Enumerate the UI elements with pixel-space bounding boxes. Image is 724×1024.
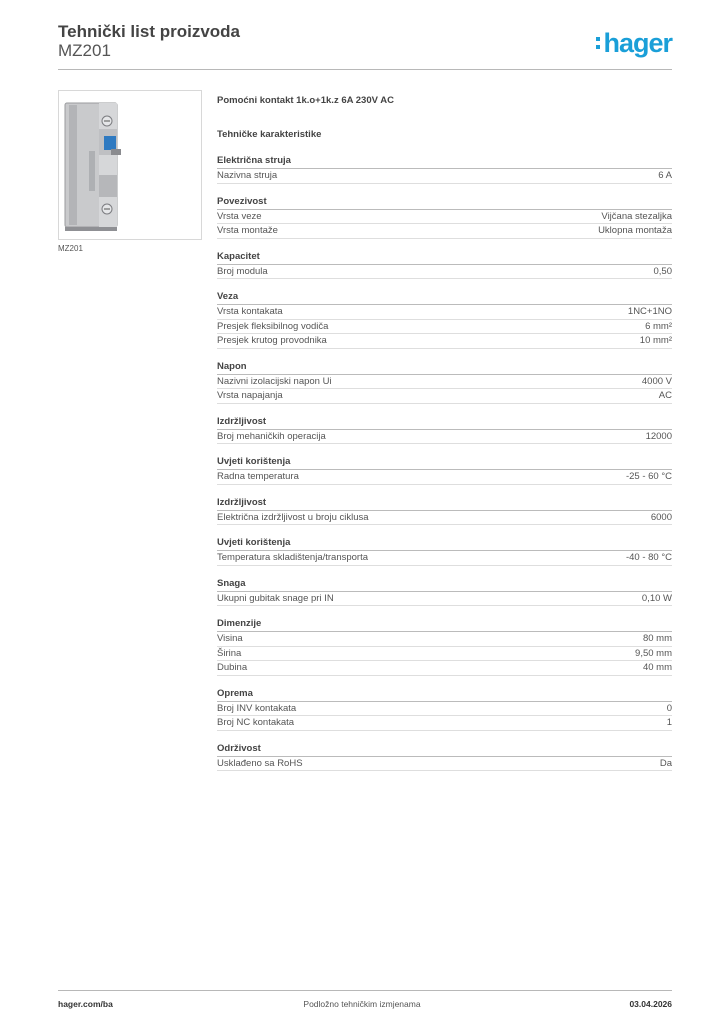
spec-group bbox=[217, 251, 672, 280]
spec-group bbox=[217, 196, 672, 239]
spec-group bbox=[217, 688, 672, 731]
spec-value: -25 - 60 °C bbox=[625, 471, 672, 482]
spec-group-title: Veza bbox=[217, 291, 672, 305]
spec-group bbox=[217, 291, 672, 349]
spec-label: Broj modula bbox=[217, 265, 268, 277]
spec-value: 1NC+1NO bbox=[627, 306, 672, 317]
logo-text: hager bbox=[603, 28, 672, 58]
spec-row bbox=[217, 716, 672, 731]
product-description: Pomoćni kontakt 1k.o+1k.z 6A 230V AC bbox=[217, 95, 394, 106]
spec-value: 9,50 mm bbox=[635, 647, 672, 659]
spec-value: 80 mm bbox=[642, 633, 672, 644]
spec-group bbox=[217, 456, 672, 485]
document-title: Tehnički list proizvoda bbox=[58, 22, 240, 41]
spec-value: -40 - 80 °C bbox=[625, 552, 672, 563]
spec-label: Broj NC kontakata bbox=[217, 717, 295, 728]
spec-value: 0,50 bbox=[653, 265, 672, 277]
page-header bbox=[58, 20, 672, 70]
document-subtitle: MZ201 bbox=[58, 41, 111, 60]
spec-value: 40 mm bbox=[642, 662, 672, 673]
spec-row bbox=[217, 661, 672, 676]
spec-group-title: Snaga bbox=[217, 578, 672, 592]
circuit-breaker-auxiliary-contact-image bbox=[59, 91, 201, 239]
spec-group-title: Napon bbox=[217, 361, 672, 375]
spec-value: 6 A bbox=[658, 170, 672, 181]
spec-label: Širina bbox=[217, 647, 242, 659]
spec-groups bbox=[217, 155, 672, 771]
spec-value: 4000 V bbox=[641, 375, 672, 387]
spec-group bbox=[217, 618, 672, 676]
specifications bbox=[217, 95, 672, 771]
spec-value: 12000 bbox=[645, 430, 672, 442]
spec-group bbox=[217, 537, 672, 566]
spec-group bbox=[217, 416, 672, 445]
spec-label: Presjek krutog provodnika bbox=[217, 335, 327, 346]
spec-group bbox=[217, 497, 672, 526]
spec-row bbox=[217, 470, 672, 485]
spec-value: Vijčana stezaljka bbox=[601, 210, 672, 222]
spec-value: 6 mm² bbox=[645, 320, 672, 332]
spec-value: Uklopna montaža bbox=[598, 225, 672, 236]
spec-row bbox=[217, 375, 672, 390]
spec-label: Ukupni gubitak snage pri IN bbox=[217, 592, 334, 604]
product-image bbox=[58, 90, 202, 240]
image-caption: MZ201 bbox=[58, 244, 83, 253]
spec-group-title: Izdržljivost bbox=[217, 497, 672, 511]
spec-row bbox=[217, 305, 672, 320]
spec-row bbox=[217, 511, 672, 526]
spec-row bbox=[217, 632, 672, 647]
spec-row bbox=[217, 320, 672, 335]
spec-value: 6000 bbox=[650, 511, 672, 523]
spec-value: 0,10 W bbox=[641, 592, 672, 604]
spec-row bbox=[217, 389, 672, 404]
spec-label: Temperatura skladištenja/transporta bbox=[217, 552, 369, 563]
spec-row bbox=[217, 647, 672, 662]
spec-label: Vrsta kontakata bbox=[217, 306, 283, 317]
spec-value: Da bbox=[659, 757, 672, 769]
spec-row bbox=[217, 169, 672, 184]
spec-row bbox=[217, 210, 672, 225]
spec-row bbox=[217, 757, 672, 772]
spec-group bbox=[217, 361, 672, 404]
spec-label: Radna temperatura bbox=[217, 471, 299, 482]
logo-colon-icon bbox=[596, 34, 601, 51]
spec-label: Nazivni izolacijski napon Ui bbox=[217, 375, 332, 387]
footer-date: 03.04.2026 bbox=[629, 999, 672, 1009]
spec-group-title: Električna struja bbox=[217, 155, 672, 169]
spec-row bbox=[217, 551, 672, 566]
spec-group-title: Kapacitet bbox=[217, 251, 672, 265]
spec-row bbox=[217, 592, 672, 607]
spec-group-title: Uvjeti korištenja bbox=[217, 537, 672, 551]
spec-row bbox=[217, 702, 672, 717]
spec-label: Usklađeno sa RoHS bbox=[217, 757, 303, 769]
spec-group-title: Uvjeti korištenja bbox=[217, 456, 672, 470]
spec-value: 1 bbox=[666, 717, 672, 728]
spec-row bbox=[217, 224, 672, 239]
footer-note: Podložno tehničkim izmjenama bbox=[303, 999, 421, 1009]
spec-value: 0 bbox=[666, 702, 672, 714]
spec-group-title: Dimenzije bbox=[217, 618, 672, 632]
spec-label: Vrsta veze bbox=[217, 210, 262, 222]
spec-value: AC bbox=[658, 390, 672, 401]
spec-row bbox=[217, 334, 672, 349]
hager-logo bbox=[596, 28, 672, 59]
spec-group-title: Povezivost bbox=[217, 196, 672, 210]
spec-label: Električna izdržljivost u broju ciklusa bbox=[217, 511, 369, 523]
section-heading: Tehničke karakteristike bbox=[217, 129, 322, 140]
spec-label: Vrsta montaže bbox=[217, 225, 278, 236]
spec-label: Vrsta napajanja bbox=[217, 390, 283, 401]
spec-group bbox=[217, 743, 672, 772]
spec-group bbox=[217, 578, 672, 607]
spec-row bbox=[217, 430, 672, 445]
spec-label: Visina bbox=[217, 633, 243, 644]
spec-group-title: Izdržljivost bbox=[217, 416, 672, 430]
spec-group-title: Oprema bbox=[217, 688, 672, 702]
spec-label: Dubina bbox=[217, 662, 248, 673]
spec-label: Nazivna struja bbox=[217, 170, 278, 181]
footer-website[interactable]: hager.com/ba bbox=[58, 999, 113, 1009]
spec-group-title: Održivost bbox=[217, 743, 672, 757]
footer-divider bbox=[58, 990, 672, 991]
header-divider bbox=[58, 69, 672, 70]
spec-label: Presjek fleksibilnog vodiča bbox=[217, 320, 329, 332]
spec-value: 10 mm² bbox=[639, 335, 672, 346]
spec-label: Broj INV kontakata bbox=[217, 702, 297, 714]
spec-row bbox=[217, 265, 672, 280]
spec-label: Broj mehaničkih operacija bbox=[217, 430, 326, 442]
spec-group bbox=[217, 155, 672, 184]
